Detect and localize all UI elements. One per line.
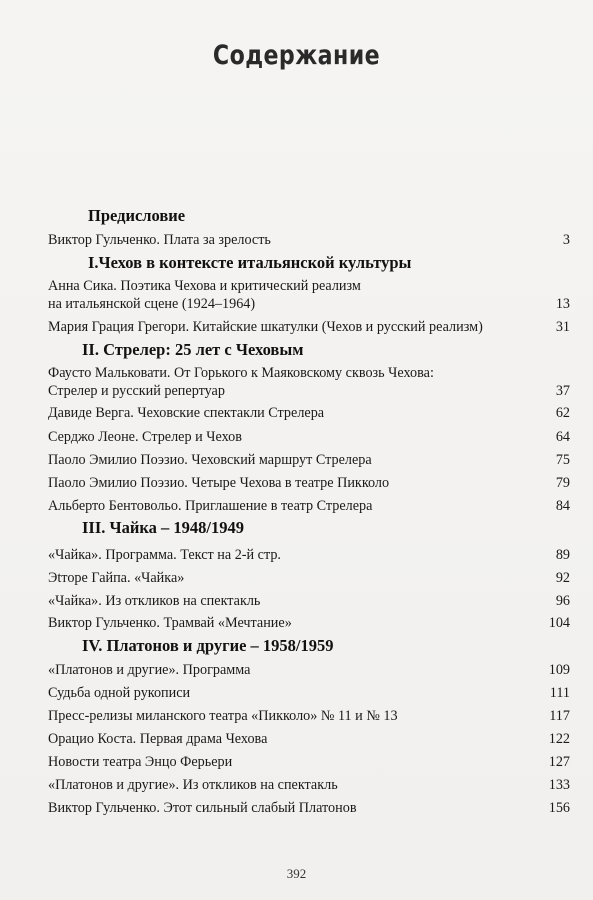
toc-entry-page: 79 (555, 475, 570, 491)
toc-entry (48, 404, 570, 422)
toc-entry-page: 75 (555, 452, 570, 468)
toc-entry (48, 730, 570, 748)
toc-entry-title: «Чайка». Программа. Текст на 2-й стр. (48, 547, 281, 563)
toc-entry-page: 62 (555, 405, 570, 421)
toc-entry-title: Виктор Гульченко. Этот сильный слабый Платонов (48, 800, 357, 816)
toc-entry-page: 3 (562, 232, 570, 248)
toc-entry (48, 592, 570, 610)
toc-entry (48, 497, 570, 515)
toc-entry-title: «Платонов и другие». Из откликов на спектакль (48, 777, 338, 793)
toc-entry (48, 231, 570, 249)
toc-entry-title: Судьба одной рукописи (48, 685, 191, 701)
toc-entry-title-cont: Стрелер и русский репертуар (48, 383, 225, 399)
toc-entry-page: 104 (548, 615, 570, 631)
toc-entry-title: Давиде Верга. Чеховские спектакли Стрелера (48, 405, 325, 421)
toc-entry-title: Паоло Эмилио Поэзио. Четыре Чехова в театре Пикколо (48, 475, 390, 491)
toc-entry (48, 451, 570, 469)
toc-entry (48, 318, 570, 336)
toc-entry-page: 92 (555, 570, 570, 586)
toc-entry (48, 569, 570, 587)
toc-entry-page: 84 (555, 498, 570, 514)
toc-entry-page: 156 (548, 800, 570, 816)
toc-entry-page: 122 (548, 731, 570, 747)
toc-entry (48, 474, 570, 492)
toc-entry-title: Фаусто Мальковати. От Горького к Маяковскому сквозь Чехова: (48, 365, 434, 381)
toc-entry-page: 127 (548, 754, 570, 770)
toc-entry (48, 661, 570, 679)
toc-entry-page: 64 (555, 429, 570, 445)
toc-entry-page: 111 (549, 685, 570, 701)
toc-entry (48, 546, 570, 564)
toc-entry-page: 31 (555, 319, 570, 335)
toc-entry-page: 13 (555, 296, 570, 312)
toc-entry-title: Мария Грация Грегори. Китайские шкатулки (Чехов и русский реализм) (48, 319, 483, 335)
toc-entry-title: Анна Сика. Поэтика Чехова и критический реализм (48, 278, 361, 294)
toc-entry-page: 96 (555, 593, 570, 609)
toc-entry-title-cont: на итальянской сцене (1924–1964) (48, 296, 256, 312)
toc-entry (48, 799, 570, 817)
toc-entry (48, 776, 570, 794)
toc-entry (48, 684, 570, 702)
section-heading: IV. Платонов и другие – 1958/1959 (82, 636, 334, 655)
toc-entry (48, 428, 570, 446)
page-number: 392 (286, 866, 307, 881)
toc-entry-page: 117 (549, 708, 570, 724)
section-heading: III. Чайка – 1948/1949 (82, 518, 244, 537)
page-title: Содержание (212, 40, 381, 71)
toc-entry (48, 364, 570, 400)
section-heading: Предисловие (88, 206, 186, 225)
section-heading: II. Стрелер: 25 лет с Чеховым (82, 340, 304, 359)
toc-entry (48, 277, 570, 313)
toc-entry-title: Новости театра Энцо Ферьери (48, 754, 233, 770)
toc-entry-title: «Чайка». Из откликов на спектакль (48, 593, 261, 609)
toc-entry-page: 109 (548, 662, 570, 678)
toc-entry-title: Виктор Гульченко. Трамвай «Мечтание» (48, 615, 292, 631)
toc-entry-title: Эtторе Гайпа. «Чайка» (48, 570, 185, 586)
toc-entry (48, 707, 570, 725)
toc-entry-title: Орацио Коста. Первая драма Чехова (48, 731, 268, 747)
toc-entry (48, 614, 570, 632)
toc-entry-title: Паоло Эмилио Поэзио. Чеховский маршрут Стрелера (48, 452, 372, 468)
toc-entry-page: 37 (555, 383, 570, 399)
toc-entry-title: Виктор Гульченко. Плата за зрелость (48, 232, 271, 248)
toc-entry-title: Серджо Леоне. Стрелер и Чехов (48, 429, 242, 445)
section-heading: I.Чехов в контексте итальянской культуры (88, 253, 412, 272)
toc-entry-title: Альберто Бентовольо. Приглашение в театр Стрелера (48, 498, 373, 514)
toc-entry-title: «Платонов и другие». Программа (48, 662, 251, 678)
toc-entry-page: 133 (548, 777, 570, 793)
toc-entry-title: Пресс-релизы миланского театра «Пикколо» № 11 и № 13 (48, 708, 398, 724)
toc-entry (48, 753, 570, 771)
toc-entry-page: 89 (555, 547, 570, 563)
